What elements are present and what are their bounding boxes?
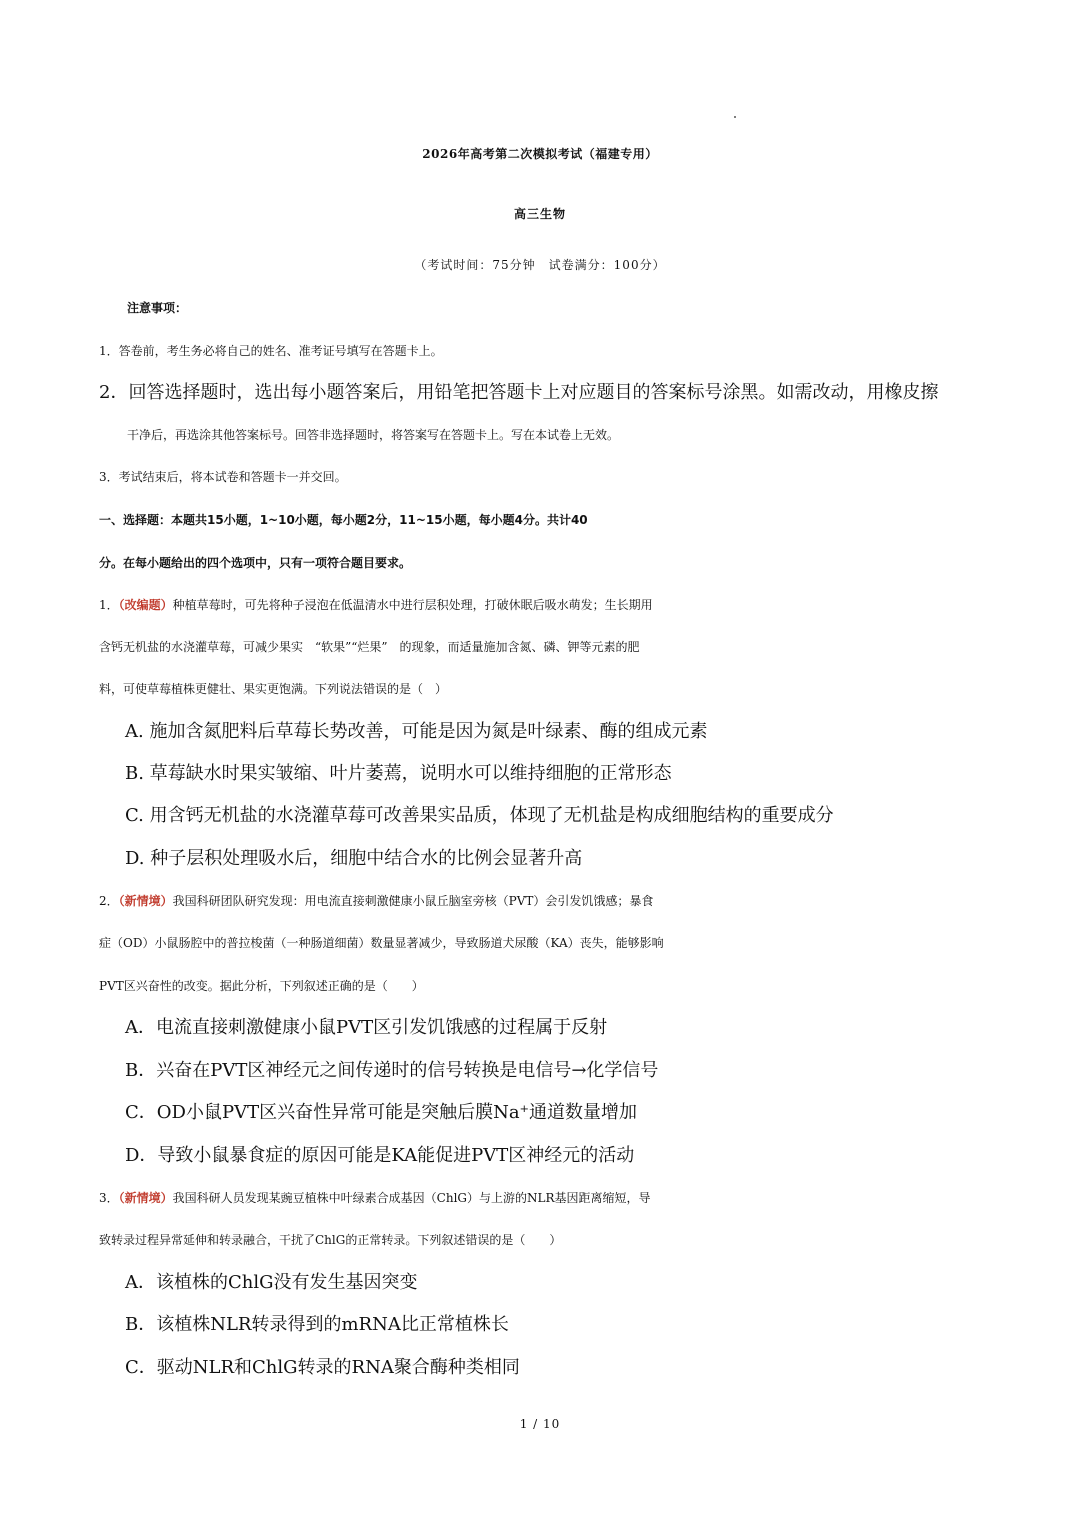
question-3-option-b: B．该植株NLR转录得到的mRNA比正常植株长	[125, 1314, 509, 1335]
question-2-option-a: A．电流直接刺激健康小鼠PVT区引发饥饿感的过程属于反射	[125, 1017, 608, 1038]
question-1-option-a: A. 施加含氮肥料后草莓长势改善，可能是因为氮是叶绿素、酶的组成元素	[125, 721, 708, 742]
question-text: 种植草莓时，可先将种子浸泡在低温清水中进行层积处理，打破休眠后吸水萌发；生长期用	[172, 598, 653, 612]
question-2-option-d: D．导致小鼠暴食症的原因可能是KA能促进PVT区神经元的活动	[125, 1145, 635, 1166]
notice-item-text: 2．回答选择题时，选出每小题答案后，用铅笔把答题卡上对应题目的答案标号涂黑。如需改动，用橡皮擦	[99, 382, 939, 403]
question-3-line: 致转录过程异常延伸和转录融合，干扰了ChlG的正常转录。下列叙述错误的是（ ）	[99, 1233, 562, 1247]
question-3-stem	[99, 1184, 1080, 1212]
exam-title: 2026年高考第二次模拟考试（福建专用）	[422, 147, 658, 161]
question-1-option-d: D. 种子层积处理吸水后，细胞中结合水的比例会显著升高	[125, 848, 583, 869]
question-1-option-b: B. 草莓缺水时果实皱缩、叶片萎蔫，说明水可以维持细胞的正常形态	[125, 763, 672, 784]
notice-item	[99, 379, 981, 407]
question-1-option-c: C. 用含钙无机盐的水浇灌草莓可改善果实品质，体现了无机盐是构成细胞结构的重要成分	[125, 805, 834, 826]
question-2-line: PVT区兴奋性的改变。据此分析，下列叙述正确的是（ ）	[99, 979, 424, 993]
question-number: 2．	[99, 894, 119, 908]
exam-info: （考试时间：75分钟 试卷满分：100分）	[414, 258, 666, 272]
question-2-option-c: C．OD小鼠PVT区兴奋性异常可能是突触后膜Na⁺通道数量增加	[125, 1102, 638, 1123]
scan-speck	[734, 116, 736, 118]
notice-item: 1．答卷前，考生务必将自己的姓名、准考证号填写在答题卡上。	[99, 344, 443, 358]
question-number: 3．	[99, 1191, 119, 1205]
question-number: 1．	[99, 598, 119, 612]
question-tag: （改编题）	[118, 598, 173, 612]
question-3-option-a: A．该植株的ChlG没有发生基因突变	[125, 1272, 418, 1293]
subject-title: 高三生物	[513, 207, 566, 221]
question-1-stem	[99, 591, 1080, 619]
question-tag: （新情境）	[118, 894, 173, 908]
section-heading-line1: 一、选择题：本题共15小题，1~10小题，每小题2分，11~15小题，每小题4分。共计40	[99, 513, 588, 527]
section-heading-line2: 分。在每小题给出的四个选项中，只有一项符合题目要求。	[99, 556, 412, 570]
question-3-option-c: C．驱动NLR和ChlG转录的RNA聚合酶种类相同	[125, 1357, 520, 1378]
question-1-line: 含钙无机盐的水浇灌草莓，可减少果实 “软果”“烂果” 的现象，而适量施加含氮、磷、钾等元素的肥	[99, 640, 640, 654]
question-tag: （新情境）	[118, 1191, 173, 1205]
question-2-stem	[99, 887, 1080, 915]
notice-heading: 注意事项：	[127, 301, 188, 315]
notice-item: 3．考试结束后，将本试卷和答题卡一并交回。	[99, 470, 347, 484]
question-1-line: 料，可使草莓植株更健壮、果实更饱满。下列说法错误的是（ ）	[99, 682, 448, 696]
page-number: 1 / 10	[519, 1417, 561, 1431]
question-2-line: 症（OD）小鼠肠腔中的普拉梭菌（一种肠道细菌）数量显著减少，导致肠道犬尿酸（KA）丧失，能够影响	[99, 936, 664, 950]
notice-item-cont: 干净后，再选涂其他答案标号。回答非选择题时，将答案写在答题卡上。写在本试卷上无效。	[127, 428, 620, 442]
question-2-option-b: B．兴奋在PVT区神经元之间传递时的信号转换是电信号→化学信号	[125, 1060, 659, 1081]
question-text: 我国科研人员发现某豌豆植株中叶绿素合成基因（ChlG）与上游的NLR基因距离缩短，导	[172, 1191, 651, 1205]
question-text: 我国科研团队研究发现：用电流直接刺激健康小鼠丘脑室旁核（PVT）会引发饥饿感；暴食	[172, 894, 654, 908]
